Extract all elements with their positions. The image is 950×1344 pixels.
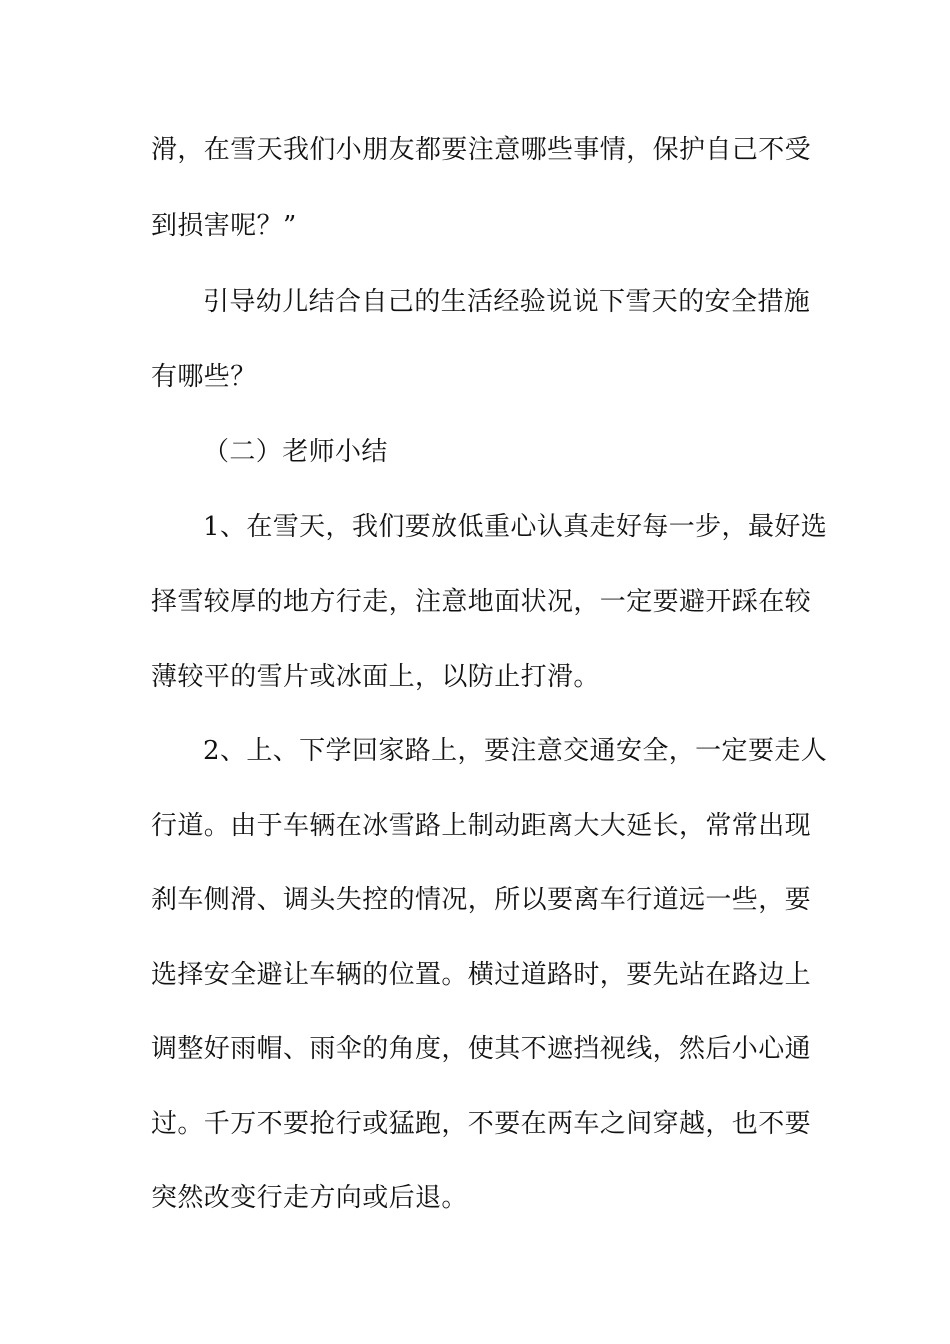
text-line: 刹车侧滑、调头失控的情况，所以要离车行道远一些，要: [151, 885, 812, 915]
paragraph-first-line: 2、上、下学回家路上，要注意交通安全，一定要走人: [203, 736, 828, 766]
text-line: 突然改变行走方向或后退。: [151, 1183, 468, 1213]
paragraph-first-line: 1、在雪天，我们要放低重心认真走好每一步，最好选: [203, 512, 828, 542]
text-line: 选择安全避让车辆的位置。横过道路时，要先站在路边上: [151, 960, 812, 990]
text-line: 滑，在雪天我们小朋友都要注意哪些事情，保护自己不受: [151, 135, 812, 165]
section-heading: （二）老师小结: [203, 437, 388, 467]
paragraph-first-line: 引导幼儿结合自己的生活经验说说下雪天的安全措施: [203, 287, 811, 317]
text-line: 行道。由于车辆在冰雪路上制动距离大大延长，常常出现: [151, 811, 812, 841]
text-line: 有哪些？: [151, 362, 257, 392]
text-line: 薄较平的雪片或冰面上，以防止打滑。: [151, 662, 600, 692]
text-line: 择雪较厚的地方行走，注意地面状况，一定要避开踩在较: [151, 587, 812, 617]
text-line: 到损害呢？”: [151, 211, 297, 241]
text-line: 过。千万不要抢行或猛跑，不要在两车之间穿越，也不要: [151, 1109, 812, 1139]
text-line: 调整好雨帽、雨伞的角度，使其不遮挡视线，然后小心通: [151, 1034, 812, 1064]
